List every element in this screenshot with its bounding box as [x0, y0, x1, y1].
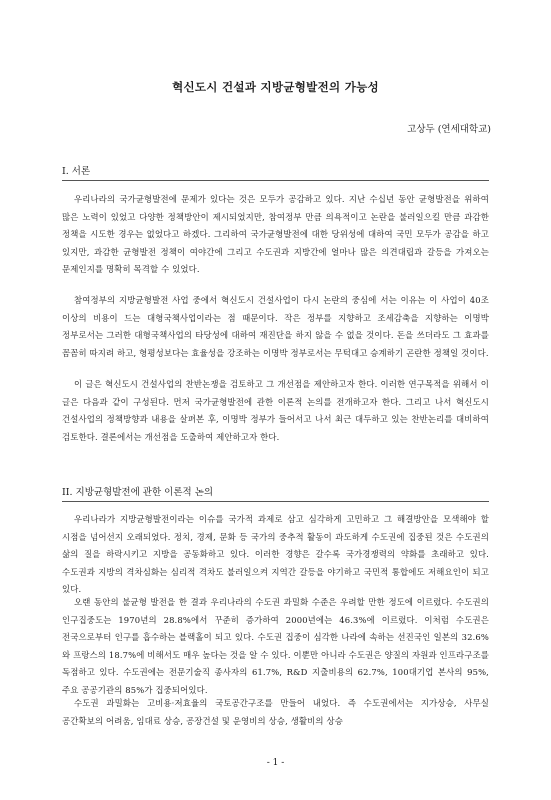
paragraph: 우리나라가 지방균형발전이라는 이슈를 국가적 과제로 삼고 심각하게 고민하고 그 해결방안을 모색해야 할 시점을 넘어선지 오래되었다. 정치, 경제, 문화 등 국가의 중추적 활동이 과도하게 수도권에 집중된 것은 수도권의 삶의 질을 하락시키고 지방을 공동화하고 있다. 이러한 경향은 갈수록 국가경쟁력의 약화를 초래하고 있다. 수도권과 지방의 격차심화는 심리적 격차도 불러일으켜 지역간 갈등을 야기하고 국민적 통합에도 저해요인이 되고 있다.: [62, 514, 489, 594]
paragraph: 이 글은 혁신도시 건설사업의 찬반논쟁을 검토하고 그 개선점을 제안하고자 한다. 이러한 연구목적을 위해서 이 글은 다음과 같이 구성된다. 먼저 국가균형발전에 관한 이론적 논의를 전개하고자 한다. 그리고 나서 혁신도시 건설사업의 정책방향과 내용을 살펴본 후, 이명박 정부가 들어서고 나서 최근 대두하고 있는 찬반논리를 대비하여 검토한다. 결론에서는 개선점을 도출하여 제안하고자 한다.: [62, 379, 489, 442]
author-line: 고상두 (연세대학교): [407, 124, 491, 135]
section-heading-theory: II. 지방균형발전에 관한 이론적 논의: [62, 487, 214, 498]
document-title: 혁신도시 건설과 지방균형발전의 가능성: [172, 80, 379, 94]
section-divider: [62, 501, 489, 502]
paragraph: 오랜 동안의 불균형 발전을 한 결과 우리나라의 수도권 과밀화 수준은 우려할 만한 정도에 이르렀다. 수도권의 인구집중도는 1970년의 28.8%에서 꾸준히 증가하여 2000년에는 46.3%에 이르렀다. 이처럼 수도권은 전국으로부터 인구를 흡수하는 블랙홀이 되고 있다. 수도권 집중이 심각한 나라에 속하는 선진국인 일본의 32.6%와 프랑스의 18.7%에 비해서도 매우 높다는 것을 알 수 있다. 이뿐만 아니라 수도권은 양질의 자원과 인프라구조를 독점하고 있다. 수도권에는 전문기술직 종사자의 61.7%, R&D 지출비용의 62.7%, 100대기업 본사의 95%, 주요 공공기관의 85%가 집중되어있다.: [62, 597, 489, 695]
paragraph: 수도권 과밀화는 고비용·저효율의 국토공간구조를 만들어 내었다. 즉 수도권에서는 지가상승, 사무실 공간확보의 어려움, 임대료 상승, 공장건설 및 운영비의 상승, 생활비의 상승: [62, 698, 489, 726]
paragraph: 참여정부의 지방균형발전 사업 중에서 혁신도시 건설사업이 다시 논란의 중심에 서는 이유는 이 사업이 40조 이상의 비용이 드는 대형국책사업이라는 점 때문이다. 작은 정부를 지향하고 조세감축을 지향하는 이명박 정부로서는 그러한 대형국책사업의 타당성에 대하여 재진단을 하지 않을 수 없을 것이다. 돈을 쓰더라도 그 효과를 꼼꼼히 따지려 하고, 형평성보다는 효율성을 강조하는 이명박 정부로서는 무턱대고 승계하기 곤란한 정책일 것이다.: [62, 295, 489, 358]
section-heading-intro: I. 서론: [62, 166, 91, 177]
page-number: - 1 -: [266, 758, 285, 768]
paragraph: 우리나라의 국가균형발전에 문제가 있다는 것은 모두가 공감하고 있다. 지난 수십년 동안 균형발전을 위하여 많은 노력이 있었고 다양한 정책방안이 제시되었지만, 참여정부 만큼 의욕적이고 논란을 불러일으킬 만큼 과감한 정책을 시도한 경우는 없었다고 하겠다. 그리하여 국가균형발전에 대한 당위성에 대하여 국민 모두가 공감을 하고 있지만, 과감한 균형발전 정책이 여야간에 그리고 수도권과 지방간에 얼마나 많은 의견대립과 갈등을 가져오는 문제인지를 명확히 목격할 수 있었다.: [62, 194, 489, 274]
section-divider: [62, 180, 489, 181]
